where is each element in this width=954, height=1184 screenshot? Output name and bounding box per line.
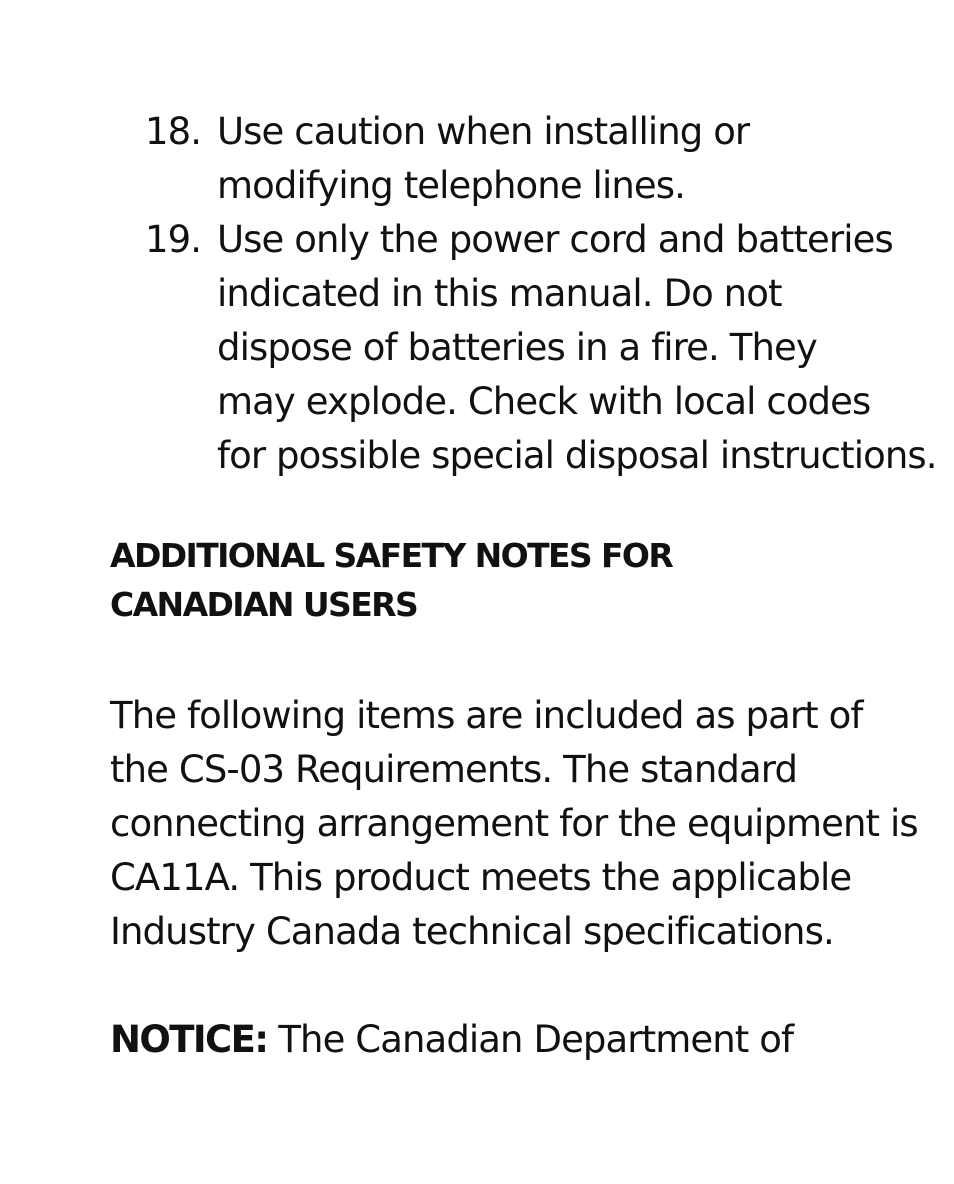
notice-label: NOTICE: [110,1018,268,1061]
list-item-text [217,213,937,483]
paragraph-line: CA11A. This product meets the applicable [110,856,852,899]
list-item-number: 19. [145,218,202,261]
notice-paragraph [110,1013,793,1067]
section-heading-line: ADDITIONAL SAFETY NOTES FOR [110,536,673,575]
list-item-line: modifying telephone lines. [217,164,685,207]
list-item-line: Use caution when installing or [217,110,750,153]
paragraph-line: connecting arrangement for the equipment is [110,802,918,845]
list-item-19 [145,213,937,483]
paragraph-line: the CS-03 Requirements. The standard [110,748,798,791]
notice-text: The Canadian Department of [267,1018,794,1061]
paragraph-line: The following items are included as part of [110,694,863,737]
list-item-line: may explode. Check with local codes [217,380,871,423]
list-item-line: dispose of batteries in a fire. They [217,326,817,369]
requirements-paragraph [110,689,918,959]
list-item-line: Use only the power cord and batteries [217,218,893,261]
list-item-line: for possible special disposal instructions. [217,434,937,477]
section-heading-line: CANADIAN USERS [110,585,418,624]
list-item-18 [145,105,885,213]
list-item-number: 18. [145,110,202,153]
section-heading [110,531,672,629]
list-item-text [217,105,877,213]
paragraph-line: Industry Canada technical specifications. [110,910,834,953]
list-item-line: indicated in this manual. Do not [217,272,782,315]
